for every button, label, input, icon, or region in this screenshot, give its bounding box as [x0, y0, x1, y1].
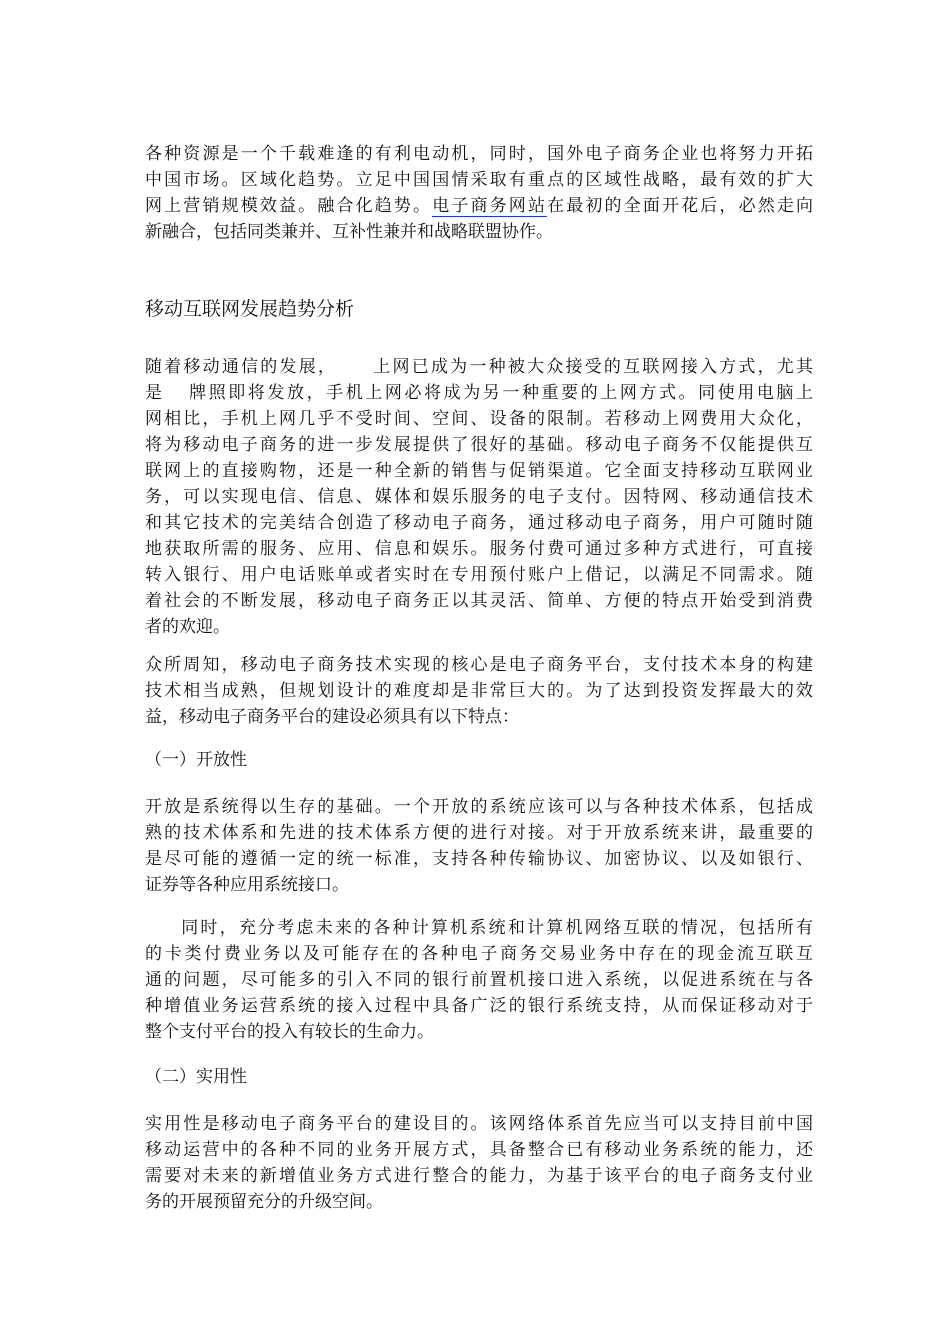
- text-line: 和其它技术的完美结合创造了移动电子商务，通过移动电子商务，用户可随时随: [145, 513, 813, 533]
- text-line: 联网上的直接购物，还是一种全新的销售与促销渠道。它全面支持移动互联网业: [145, 461, 813, 481]
- text-line: 新融合，包括同类兼并、互补性兼并和战略联盟协作。: [145, 222, 553, 242]
- text-line: 整个支付平台的投入有较长的生命力。: [145, 1022, 434, 1042]
- subheading-openness: （一）开放性: [145, 750, 247, 770]
- paragraph-mobile-internet: [145, 354, 813, 640]
- text-line: 的卡类付费业务以及可能存在的各种电子商务交易业务中存在的现金流互联互: [145, 944, 813, 964]
- text-segment: 牌照即将发放，手机上网必将成为另一种重要的上网方式。同使用电脑上: [186, 383, 814, 403]
- text-line: 网相比，手机上网几乎不受时间、空间、设备的限制。若移动上网费用大众化，: [145, 409, 813, 429]
- text-line: 证券等各种应用系统接口。: [145, 875, 349, 895]
- text-line: 益，移动电子商务平台的建设必须具有以下特点：: [145, 707, 519, 727]
- text-segment: 在最初的全面开花后，必然走向: [547, 196, 814, 216]
- text-line: 是尽可能的遵循一定的统一标准，支持各种传输协议、加密协议、以及如银行、: [145, 849, 813, 869]
- text-segment: 随着移动通信的发展，: [145, 357, 338, 377]
- text-line: 技术相当成熟，但规划设计的难度却是非常巨大的。为了达到投资发挥最大的效: [145, 681, 813, 701]
- text-line: 者的欢迎。: [145, 617, 230, 637]
- text-line: 移动运营中的各种不同的业务开展方式，具备整合已有移动业务系统的能力，还: [145, 1140, 813, 1160]
- text-line: 将为移动电子商务的进一步发展提供了很好的基础。移动电子商务不仅能提供互: [145, 435, 813, 455]
- text-line: [145, 380, 813, 406]
- text-segment: 是: [145, 383, 165, 403]
- paragraph-market-trends: [145, 141, 813, 245]
- text-line: 众所周知，移动电子商务技术实现的核心是电子商务平台，支付技术本身的构建: [145, 655, 813, 675]
- text-line: 务，可以实现电信、信息、媒体和娱乐服务的电子支付。因特网、移动通信技术: [145, 487, 813, 507]
- text-line: [145, 193, 813, 219]
- text-line: 中国市场。区域化趋势。立足中国国情采取有重点的区域性战略，最有效的扩大: [145, 170, 813, 190]
- text-line: 通的问题，尽可能多的引入不同的银行前置机接口进入系统，以促进系统在与各: [145, 970, 813, 990]
- text-line: 转入银行、用户电话账单或者实时在专用预付账户上借记，以满足不同需求。随: [145, 565, 813, 585]
- text-line: 务的开展预留充分的升级空间。: [145, 1192, 383, 1212]
- text-line: 地获取所需的服务、应用、信息和娱乐。服务付费可通过多种方式进行，可直接: [145, 539, 813, 559]
- section-heading: 移动互联网发展趋势分析: [145, 298, 355, 320]
- text-line: 需要对未来的新增值业务方式进行整合的能力，为基于该平台的电子商务支付业: [145, 1166, 813, 1186]
- paragraph-interconnection: [145, 915, 813, 1045]
- paragraph-platform-core: [145, 652, 813, 730]
- ecommerce-website-link[interactable]: 电子商务网站: [432, 196, 548, 216]
- text-line: 开放是系统得以生存的基础。一个开放的系统应该可以与各种技术体系，包括成: [145, 797, 813, 817]
- text-line: 熟的技术体系和先进的技术体系方便的进行对接。对于开放系统来讲，最重要的: [145, 823, 813, 843]
- text-line: [145, 354, 813, 380]
- text-line: 各种资源是一个千载难逢的有利电动机，同时，国外电子商务企业也将努力开拓: [145, 144, 813, 164]
- text-segment: 同时，充分考虑未来的各种计算机系统和计算机网络互联的情况，包括所有: [179, 918, 813, 938]
- text-line: 种增值业务运营系统的接入过程中具备广泛的银行系统支持，从而保证移动对于: [145, 996, 813, 1016]
- paragraph-openness: [145, 794, 813, 898]
- text-segment: 上网已成为一种被大众接受的互联网接入方式，尤其: [371, 357, 814, 377]
- paragraph-practicality: [145, 1111, 813, 1215]
- subheading-practicality: （二）实用性: [145, 1067, 247, 1087]
- text-line: [145, 915, 813, 941]
- text-segment: 网上营销规模效益。融合化趋势。: [145, 196, 433, 216]
- text-line: 着社会的不断发展，移动电子商务正以其灵活、简单、方便的特点开始受到消费: [145, 591, 813, 611]
- text-line: 实用性是移动电子商务平台的建设目的。该网络体系首先应当可以支持目前中国: [145, 1114, 813, 1134]
